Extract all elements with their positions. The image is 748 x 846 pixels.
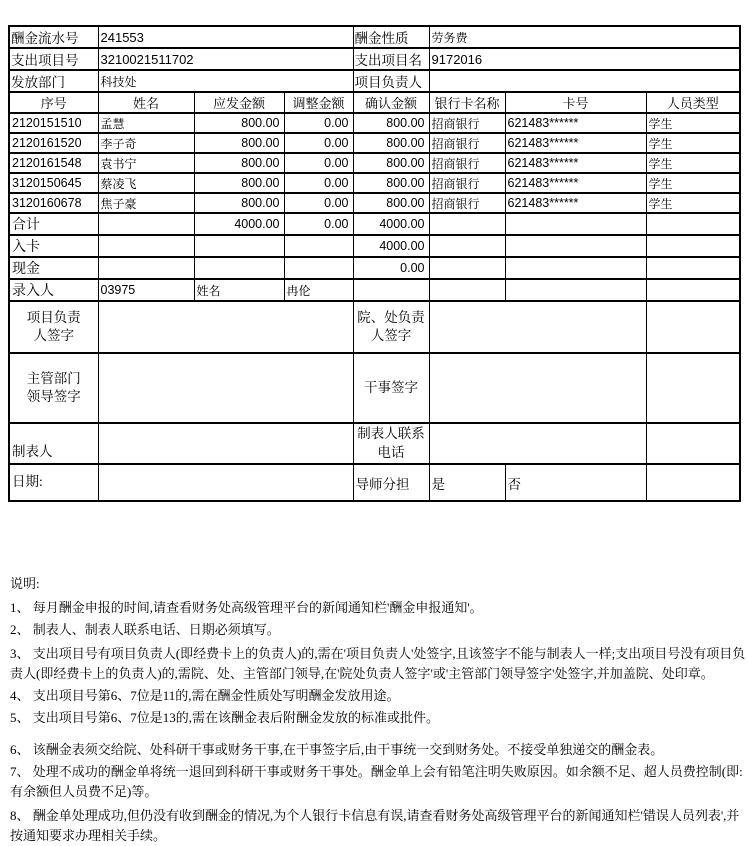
cell-bank: 招商银行 [429, 193, 505, 213]
dean-sign-area [429, 301, 646, 353]
empty-cell [284, 235, 353, 257]
cell-card: 621483****** [505, 193, 646, 213]
cell-type: 学生 [646, 173, 740, 193]
cell-bank: 招商银行 [429, 113, 505, 133]
cell-adjust: 0.00 [284, 193, 353, 213]
issuing-department-label: 发放部门 [9, 70, 98, 92]
note-item: 7、 处理不成功的酬金单将统一退回到科研干事或财务干事处。酬金单上会有铅笔注明失败原因。如余额不足、超人员费控制(即:有余额但人员费不足)等。 [10, 764, 743, 799]
empty-cell [98, 235, 194, 257]
cell-serial: 2120161520 [9, 133, 98, 153]
note-item: 4、 支出项目号第6、7位是11的,需在酬金性质处写明酬金发放用途。 [10, 688, 400, 703]
entry-row [9, 279, 740, 301]
cell-card: 621483****** [505, 173, 646, 193]
maker-label: 制表人 [9, 423, 98, 464]
serial-number-label: 酬金流水号 [9, 26, 98, 48]
incard-label: 入卡 [9, 235, 98, 257]
note-item: 6、 该酬金表须交给院、处科研干事或财务干事,在干事签字后,由干事统一交到财务处。不接受单独递交的酬金表。 [10, 742, 664, 757]
cell-serial: 3120160678 [9, 193, 98, 213]
note-item: 1、 每月酬金申报的时间,请查看财务处高级管理平台的新闻通知栏'酬金申报通知'。 [10, 600, 483, 615]
empty-cell [505, 213, 646, 235]
clerk-sign-label: 干事签字 [353, 353, 429, 423]
table-row [9, 173, 740, 193]
dean-sign-label [353, 301, 429, 353]
cell-adjust: 0.00 [284, 113, 353, 133]
cell-card: 621483****** [505, 113, 646, 133]
col-header-card-no: 卡号 [505, 92, 646, 113]
entry-label: 录入人 [9, 279, 98, 301]
table-row [9, 133, 740, 153]
cash-total-row [9, 257, 740, 279]
cell-gross: 800.00 [194, 153, 284, 173]
empty-cell [353, 279, 429, 301]
date-label: 日期: [9, 464, 98, 501]
empty-cell [429, 235, 505, 257]
maker-area [98, 423, 353, 464]
supervisor-sign-line1: 主管部门 [26, 370, 81, 386]
col-header-confirm-amount: 确认金额 [353, 92, 429, 113]
tutor-share-label: 导师分担 [353, 464, 429, 501]
empty-cell [194, 257, 284, 279]
cell-name: 蔡凌飞 [98, 173, 194, 193]
cell-serial: 3120150645 [9, 173, 98, 193]
maker-phone-line1: 制表人联系 [357, 426, 425, 442]
expense-project-no-label: 支出项目号 [9, 48, 98, 70]
total-gross: 4000.00 [194, 213, 284, 235]
note-item: 3、 支出项目号有项目负责人(即经费卡上的负责人)的,需在'项目负责人'处签字,且该签字不能与制表人一样;支出项目号没有项目负责人(即经费卡上的负责人)的,需院、处、主管部门领导,在'院处负责人签字'或'主管部门领导签字'处签字,并加盖院、处印章。 [10, 646, 746, 681]
remuneration-table [8, 25, 741, 502]
date-row [9, 464, 740, 501]
maker-phone-label [353, 423, 429, 464]
empty-cell [646, 279, 740, 301]
project-number-row [9, 48, 740, 70]
empty-cell [429, 279, 505, 301]
empty-cell [429, 213, 505, 235]
project-leader-value-empty [429, 70, 740, 92]
cell-gross: 800.00 [194, 193, 284, 213]
empty-cell [646, 257, 740, 279]
cell-adjust: 0.00 [284, 133, 353, 153]
remuneration-nature-value: 劳务费 [429, 26, 740, 48]
project-leader-sign-label [9, 301, 98, 353]
empty-cell [646, 235, 740, 257]
cell-adjust: 0.00 [284, 173, 353, 193]
cell-name: 李子奇 [98, 133, 194, 153]
total-adjust: 0.00 [284, 213, 353, 235]
date-area [98, 464, 353, 501]
supervisor-sign-line2: 领导签字 [26, 389, 81, 404]
leader-signature-row [9, 301, 740, 353]
maker-phone-area [429, 423, 646, 464]
cell-name: 袁书宁 [98, 153, 194, 173]
cell-gross: 800.00 [194, 133, 284, 153]
remuneration-nature-label: 酬金性质 [353, 26, 429, 48]
cell-gross: 800.00 [194, 113, 284, 133]
cell-confirm: 800.00 [353, 113, 429, 133]
empty-cell [646, 464, 740, 501]
project-leader-sign-line2: 人签字 [33, 328, 74, 343]
entry-name: 冉伦 [284, 279, 353, 301]
cash-label: 现金 [9, 257, 98, 279]
empty-cell [98, 257, 194, 279]
entry-id: 03975 [98, 279, 194, 301]
empty-cell [429, 257, 505, 279]
col-header-gross-amount: 应发金额 [194, 92, 284, 113]
dean-sign-line2: 人签字 [370, 328, 412, 343]
card-total-row [9, 235, 740, 257]
cell-adjust: 0.00 [284, 153, 353, 173]
expense-project-name-label: 支出项目名 [353, 48, 429, 70]
col-header-name: 姓名 [98, 92, 194, 113]
supervisor-sign-label [9, 353, 98, 423]
empty-cell [646, 301, 740, 353]
note-item: 2、 制表人、制表人联系电话、日期必须填写。 [10, 622, 280, 637]
cell-serial: 2120161548 [9, 153, 98, 173]
clerk-sign-area [429, 353, 646, 423]
cell-type: 学生 [646, 153, 740, 173]
cell-bank: 招商银行 [429, 153, 505, 173]
dean-sign-line1: 院、处负责 [357, 309, 425, 325]
empty-cell [98, 213, 194, 235]
cell-name: 孟慧 [98, 113, 194, 133]
cell-bank: 招商银行 [429, 173, 505, 193]
notes-section [10, 574, 747, 846]
serial-number-value: 241553 [98, 26, 353, 48]
cell-confirm: 800.00 [353, 173, 429, 193]
col-header-person-type: 人员类型 [646, 92, 740, 113]
project-leader-sign-area [98, 301, 353, 353]
empty-cell [194, 235, 284, 257]
empty-cell [505, 279, 646, 301]
table-row [9, 113, 740, 133]
empty-cell [505, 235, 646, 257]
table-row [9, 153, 740, 173]
cell-serial: 2120151510 [9, 113, 98, 133]
cell-confirm: 800.00 [353, 193, 429, 213]
column-header-row [9, 92, 740, 113]
note-item: 8、 酬金单处理成功,但仍没有收到酬金的情况,为个人银行卡信息有误,请查看财务处高级管理平台的新闻通知栏'错误人员列表',并按通知要求办理相关手续。 [10, 808, 740, 843]
total-label: 合计 [9, 213, 98, 235]
cell-bank: 招商银行 [429, 133, 505, 153]
cell-type: 学生 [646, 133, 740, 153]
maker-row [9, 423, 740, 464]
project-leader-sign-line1: 项目负责 [26, 309, 81, 325]
col-header-adjust-amount: 调整金额 [284, 92, 353, 113]
empty-cell [646, 353, 740, 423]
incard-confirm: 4000.00 [353, 235, 429, 257]
empty-cell [646, 423, 740, 464]
table-row [9, 193, 740, 213]
expense-project-no-value: 3210021511702 [98, 48, 353, 70]
note-item: 5、 支出项目号第6、7位是13的,需在该酬金表后附酬金发放的标准或批件。 [10, 710, 440, 725]
cell-card: 621483****** [505, 153, 646, 173]
project-leader-label: 项目负责人 [353, 70, 429, 92]
serial-row [9, 26, 740, 48]
cell-confirm: 800.00 [353, 153, 429, 173]
cell-confirm: 800.00 [353, 133, 429, 153]
total-confirm: 4000.00 [353, 213, 429, 235]
cell-type: 学生 [646, 113, 740, 133]
col-header-serial: 序号 [9, 92, 98, 113]
empty-cell [284, 257, 353, 279]
notes-title: 说明: [10, 576, 40, 591]
cell-name: 焦子豪 [98, 193, 194, 213]
entry-name-label: 姓名 [194, 279, 284, 301]
tutor-share-no: 否 [505, 464, 646, 501]
total-row [9, 213, 740, 235]
expense-project-name-value: 9172016 [429, 48, 740, 70]
cell-type: 学生 [646, 193, 740, 213]
issuing-department-value: 科技处 [98, 70, 353, 92]
tutor-share-yes: 是 [429, 464, 505, 501]
empty-cell [646, 213, 740, 235]
cell-card: 621483****** [505, 133, 646, 153]
col-header-bank-name: 银行卡名称 [429, 92, 505, 113]
department-row [9, 70, 740, 92]
empty-cell [505, 257, 646, 279]
supervisor-signature-row [9, 353, 740, 423]
cell-gross: 800.00 [194, 173, 284, 193]
supervisor-sign-area [98, 353, 353, 423]
cash-confirm: 0.00 [353, 257, 429, 279]
maker-phone-line2: 电话 [377, 444, 405, 460]
